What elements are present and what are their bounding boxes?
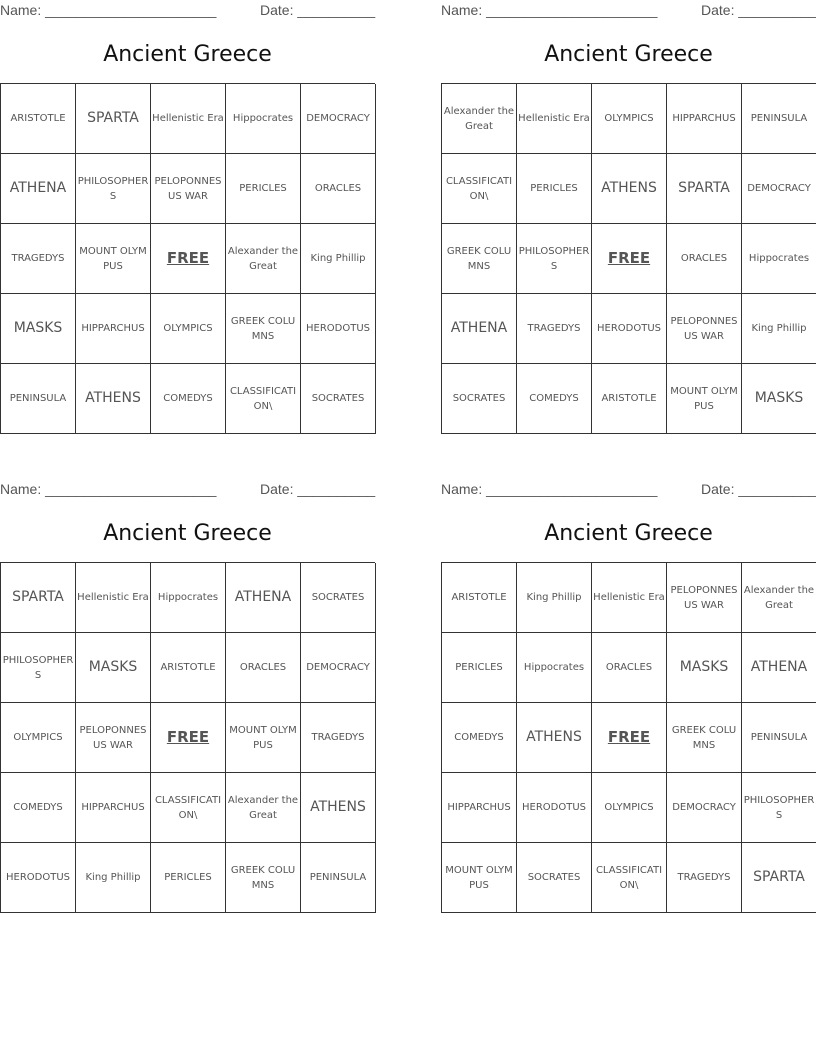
bingo-cell: ARISTOTLE — [151, 633, 226, 703]
bingo-cell: GREEK COLUMNS — [226, 294, 301, 364]
bingo-cell: PHILOSOPHERS — [1, 633, 76, 703]
bingo-grid — [441, 562, 816, 913]
date-line: Date: __________ — [701, 2, 816, 18]
free-space: FREE — [151, 224, 226, 294]
bingo-cell: PERICLES — [226, 154, 301, 224]
bingo-cell: PENINSULA — [1, 364, 76, 434]
bingo-cell: MASKS — [76, 633, 151, 703]
bingo-cell: Hippocrates — [517, 633, 592, 703]
bingo-cell: PENINSULA — [301, 843, 376, 913]
bingo-cell: SOCRATES — [301, 563, 376, 633]
bingo-cell: TRAGEDYS — [667, 843, 742, 913]
bingo-cell: HIPPARCHUS — [442, 773, 517, 843]
bingo-cell: Hippocrates — [151, 563, 226, 633]
bingo-cell: ATHENA — [742, 633, 816, 703]
bingo-cell: PELOPONNESUS WAR — [76, 703, 151, 773]
free-space: FREE — [592, 703, 667, 773]
bingo-cell: SPARTA — [1, 563, 76, 633]
bingo-cell: ARISTOTLE — [1, 84, 76, 154]
bingo-cell: ORACLES — [592, 633, 667, 703]
bingo-cell: ATHENA — [1, 154, 76, 224]
bingo-cell: MOUNT OLYMPUS — [76, 224, 151, 294]
bingo-cell: ATHENS — [592, 154, 667, 224]
bingo-cell: OLYMPICS — [151, 294, 226, 364]
bingo-cell: DEMOCRACY — [742, 154, 816, 224]
free-space: FREE — [592, 224, 667, 294]
bingo-cell: PELOPONNESUS WAR — [667, 294, 742, 364]
bingo-cell: PERICLES — [151, 843, 226, 913]
bingo-cell: TRAGEDYS — [517, 294, 592, 364]
card-title: Ancient Greece — [103, 42, 272, 67]
bingo-cell: MOUNT OLYMPUS — [226, 703, 301, 773]
bingo-cell: PHILOSOPHERS — [517, 224, 592, 294]
bingo-cell: ATHENA — [442, 294, 517, 364]
bingo-cell: Alexander the Great — [742, 563, 816, 633]
bingo-cell: PERICLES — [517, 154, 592, 224]
bingo-cell: OLYMPICS — [592, 84, 667, 154]
bingo-cell: Hippocrates — [742, 224, 816, 294]
bingo-cell: MASKS — [742, 364, 816, 434]
bingo-cell: SOCRATES — [301, 364, 376, 434]
bingo-cell: DEMOCRACY — [667, 773, 742, 843]
bingo-cell: CLASSIFICATION\ — [151, 773, 226, 843]
bingo-cell: PHILOSOPHERS — [742, 773, 816, 843]
bingo-cell: Hellenistic Era — [517, 84, 592, 154]
bingo-cell: King Phillip — [742, 294, 816, 364]
date-line: Date: __________ — [260, 481, 376, 497]
bingo-cell: MOUNT OLYMPUS — [442, 843, 517, 913]
bingo-cell: Hellenistic Era — [76, 563, 151, 633]
bingo-cell: Alexander the Great — [226, 773, 301, 843]
bingo-cell: ATHENS — [517, 703, 592, 773]
bingo-cell: ATHENS — [76, 364, 151, 434]
bingo-cell: King Phillip — [76, 843, 151, 913]
bingo-cell: HIPPARCHUS — [667, 84, 742, 154]
bingo-cell: GREEK COLUMNS — [442, 224, 517, 294]
bingo-cell: DEMOCRACY — [301, 84, 376, 154]
bingo-cell: Hellenistic Era — [151, 84, 226, 154]
bingo-cell: SPARTA — [742, 843, 816, 913]
card-title: Ancient Greece — [103, 521, 272, 546]
bingo-cell: Alexander the Great — [442, 84, 517, 154]
bingo-cell: King Phillip — [301, 224, 376, 294]
bingo-cell: ATHENA — [226, 563, 301, 633]
bingo-cell: COMEDYS — [442, 703, 517, 773]
name-line: Name: ______________________ — [441, 2, 658, 18]
bingo-cell: ARISTOTLE — [442, 563, 517, 633]
bingo-cell: HIPPARCHUS — [76, 773, 151, 843]
bingo-cell: MASKS — [1, 294, 76, 364]
bingo-cell: SOCRATES — [517, 843, 592, 913]
name-line: Name: ______________________ — [0, 2, 217, 18]
bingo-grid — [0, 562, 375, 913]
bingo-cell: PENINSULA — [742, 84, 816, 154]
bingo-cell: MOUNT OLYMPUS — [667, 364, 742, 434]
bingo-cell: CLASSIFICATION\ — [592, 843, 667, 913]
bingo-cell: CLASSIFICATION\ — [442, 154, 517, 224]
bingo-cell: HERODOTUS — [517, 773, 592, 843]
bingo-cell: ARISTOTLE — [592, 364, 667, 434]
bingo-cell: GREEK COLUMNS — [226, 843, 301, 913]
card-title: Ancient Greece — [544, 521, 713, 546]
card-title: Ancient Greece — [544, 42, 713, 67]
bingo-cell: MASKS — [667, 633, 742, 703]
bingo-cell: CLASSIFICATION\ — [226, 364, 301, 434]
bingo-cell: PELOPONNESUS WAR — [151, 154, 226, 224]
bingo-grid — [0, 83, 375, 434]
bingo-cell: OLYMPICS — [592, 773, 667, 843]
bingo-cell: PERICLES — [442, 633, 517, 703]
bingo-cell: OLYMPICS — [1, 703, 76, 773]
bingo-cell: HERODOTUS — [1, 843, 76, 913]
bingo-cell: COMEDYS — [151, 364, 226, 434]
bingo-cell: SPARTA — [667, 154, 742, 224]
bingo-cell: DEMOCRACY — [301, 633, 376, 703]
bingo-cell: SOCRATES — [442, 364, 517, 434]
bingo-cell: Hippocrates — [226, 84, 301, 154]
bingo-cell: ORACLES — [301, 154, 376, 224]
bingo-cell: GREEK COLUMNS — [667, 703, 742, 773]
bingo-cell: HERODOTUS — [301, 294, 376, 364]
date-line: Date: __________ — [260, 2, 376, 18]
name-line: Name: ______________________ — [441, 481, 658, 497]
bingo-cell: HIPPARCHUS — [76, 294, 151, 364]
bingo-cell: Alexander the Great — [226, 224, 301, 294]
bingo-cell: Hellenistic Era — [592, 563, 667, 633]
date-line: Date: __________ — [701, 481, 816, 497]
name-line: Name: ______________________ — [0, 481, 217, 497]
free-space: FREE — [151, 703, 226, 773]
bingo-cell: TRAGEDYS — [301, 703, 376, 773]
bingo-cell: PHILOSOPHERS — [76, 154, 151, 224]
bingo-cell: TRAGEDYS — [1, 224, 76, 294]
bingo-cell: ATHENS — [301, 773, 376, 843]
bingo-cell: ORACLES — [667, 224, 742, 294]
bingo-cell: ORACLES — [226, 633, 301, 703]
bingo-cell: PELOPONNESUS WAR — [667, 563, 742, 633]
bingo-cell: HERODOTUS — [592, 294, 667, 364]
bingo-cell: COMEDYS — [517, 364, 592, 434]
bingo-cell: King Phillip — [517, 563, 592, 633]
bingo-cell: PENINSULA — [742, 703, 816, 773]
bingo-cell: SPARTA — [76, 84, 151, 154]
bingo-cell: COMEDYS — [1, 773, 76, 843]
bingo-grid — [441, 83, 816, 434]
